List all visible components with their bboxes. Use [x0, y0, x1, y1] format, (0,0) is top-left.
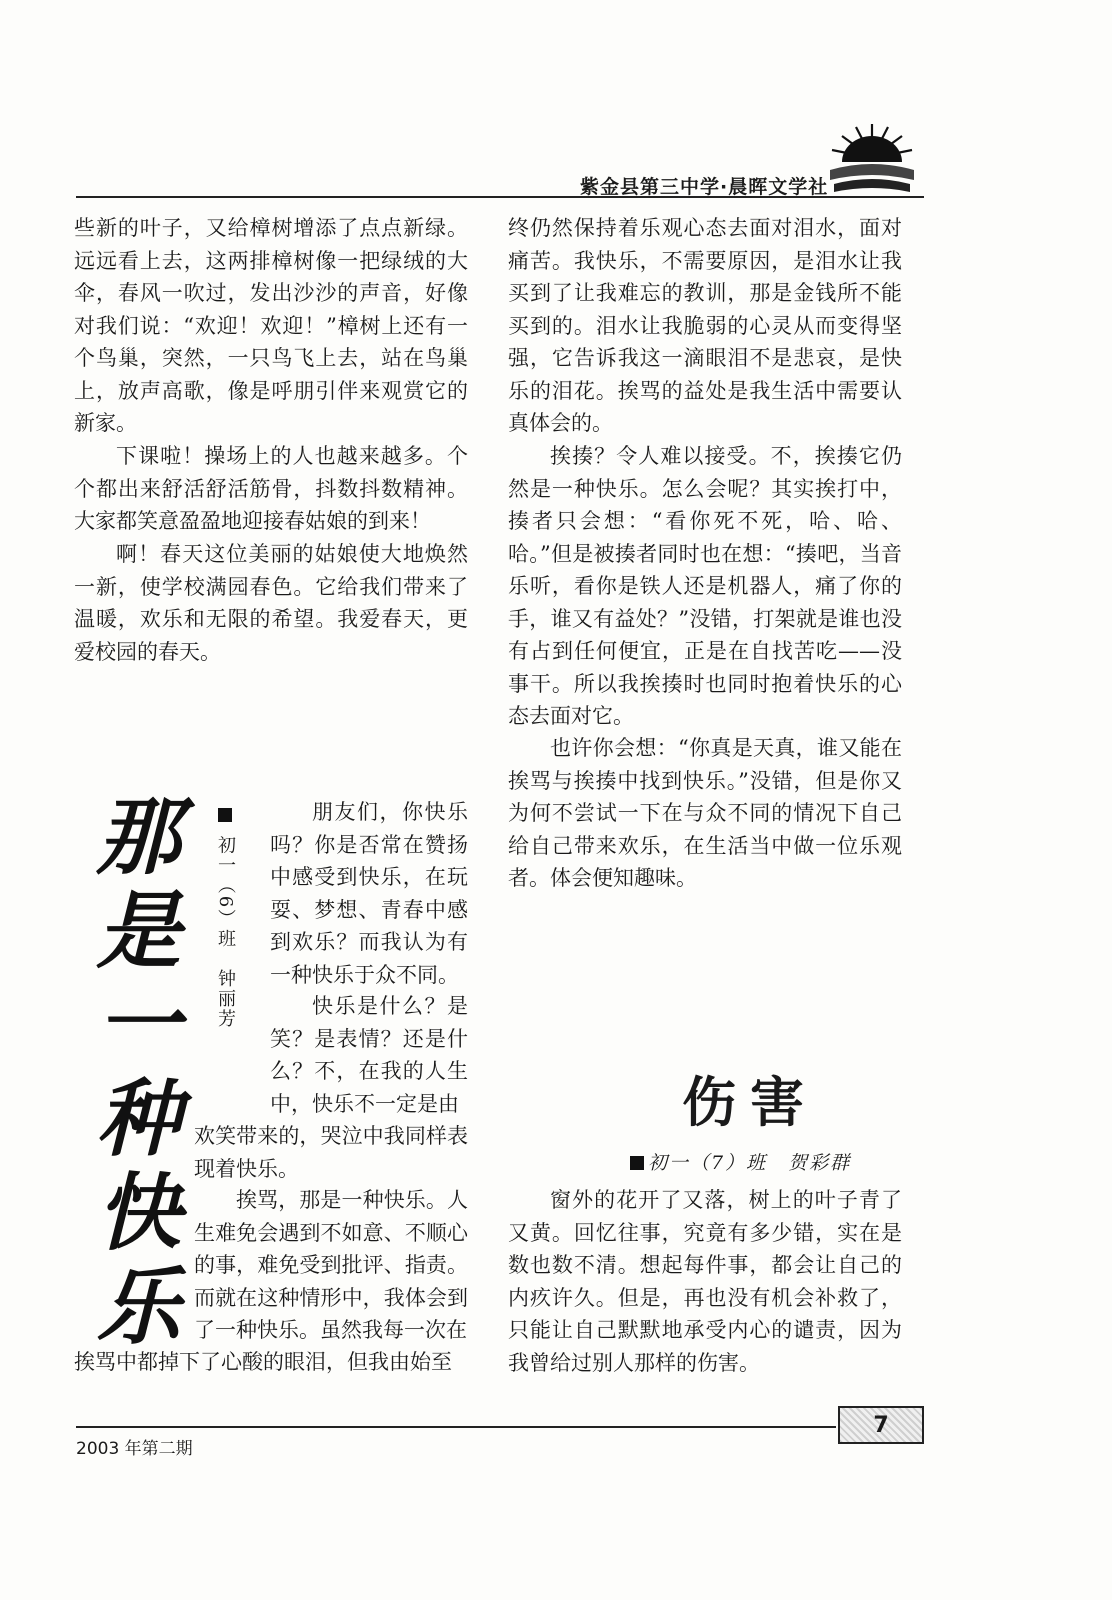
- byline-marker-icon: [630, 1156, 644, 1170]
- article2-paragraph-4: 挨骂，那是一种快乐。人生难免会遇到不如意、不顺心的事，难免受到批评、指责。而就在这种情形中，我体会到了一种快乐。虽然我每一次在: [194, 1188, 468, 1342]
- article3-byline-text: 初一（7）班 贺彩群: [648, 1152, 852, 1174]
- article3-byline: [630, 1148, 930, 1175]
- article2-right-paragraph-2: 挨揍？令人难以接受。不，挨揍它仍然是一种快乐。怎么会呢？其实挨打中，揍者只会想：“看你死不死，哈、哈、哈。”但是被揍者同时也在想：“揍吧，当音乐听，看你是铁人还是机器人，痛了你的手，谁又有益处？”没错，打架就是谁也没有占到任何便宜，正是在自找苦吃——没事干。所以我挨揍时也同时抱着快乐的心态去面对它。: [508, 444, 902, 728]
- article2-right-paragraph-3: 也许你会想：“你真是天真，谁又能在挨骂与挨揍中找到快乐。”没错，但是你又为何不尝试一下在与众不同的情况下自己给自己带来欢乐，在生活当中做一位乐观者。体会便知趣味。: [508, 736, 902, 890]
- article2-paragraph-5: 挨骂中都掉下了心酸的眼泪，但我由始至: [74, 1350, 452, 1374]
- article2-byline-text: 初一（6）班 钟丽芳: [215, 835, 236, 1030]
- article3-paragraph: 窗外的花开了又落，树上的叶子青了又黄。回忆往事，究竟有多少错，实在是数也数不清。想起每件事，都会让自己的内疚许久。但是，再也没有机会补救了，只能让自己默默地承受内心的谴责，因为我曾给过别人那样的伤害。: [508, 1188, 902, 1375]
- header-rule: [76, 196, 924, 198]
- issue-label: 2003 年第二期: [76, 1439, 193, 1459]
- article2-paragraph-3: 欢笑带来的，哭泣中我同样表现着快乐。: [194, 1124, 468, 1181]
- article1-paragraph-3: 啊！春天这位美丽的姑娘使大地焕然一新，使学校满园春色。它给我们带来了温暖，欢乐和无限的希望。我爱春天，更爱校园的春天。: [74, 542, 468, 664]
- page-number: 7: [838, 1406, 924, 1444]
- article2-title: 那是一种快乐: [83, 792, 182, 1356]
- article2-right-paragraph-1: 终仍然保持着乐观心态去面对泪水，面对痛苦。我快乐，不需要原因，是泪水让我买到了让我难忘的教训，那是金钱所不能买到的。泪水让我脆弱的心灵从而变得坚强，它告诉我这一滴眼泪不是悲哀，是快乐的泪花。挨骂的益处是我生活中需要认真体会的。: [508, 216, 902, 435]
- byline-marker-icon: [218, 808, 232, 822]
- article1-paragraph-2: 下课啦！操场上的人也越来越多。个个都出来舒活舒活筋骨，抖数抖数精神。大家都笑意盈盈地迎接春姑娘的到来！: [74, 444, 468, 533]
- article1-paragraph-1: 些新的叶子，又给樟树增添了点点新绿。远远看上去，这两排樟树像一把绿绒的大伞，春风一吹过，发出沙沙的声音，好像对我们说：“欢迎！欢迎！”樟树上还有一个鸟巢，突然，一只鸟飞上去，站在鸟巢上，放声高歌，像是呼朋引伴来观赏它的新家。: [74, 216, 468, 435]
- article3-title: 伤害: [682, 1071, 818, 1134]
- journal-header-title: 紫金县第三中学·晨晖文学社: [580, 176, 829, 198]
- article2-byline: [214, 808, 236, 1029]
- sunrise-logo-icon: [824, 118, 920, 198]
- article2-intro-paragraph-1: 朋友们，你快乐吗？你是否常在赞扬中感受到快乐，在玩耍、梦想、青春中感到欢乐？而我认为有一种快乐于众不同。: [270, 800, 468, 987]
- article2-intro-paragraph-2: 快乐是什么？是笑？是表情？还是什么？不，在我的人生中，快乐不一定是由: [270, 994, 468, 1116]
- footer-rule: [76, 1426, 836, 1428]
